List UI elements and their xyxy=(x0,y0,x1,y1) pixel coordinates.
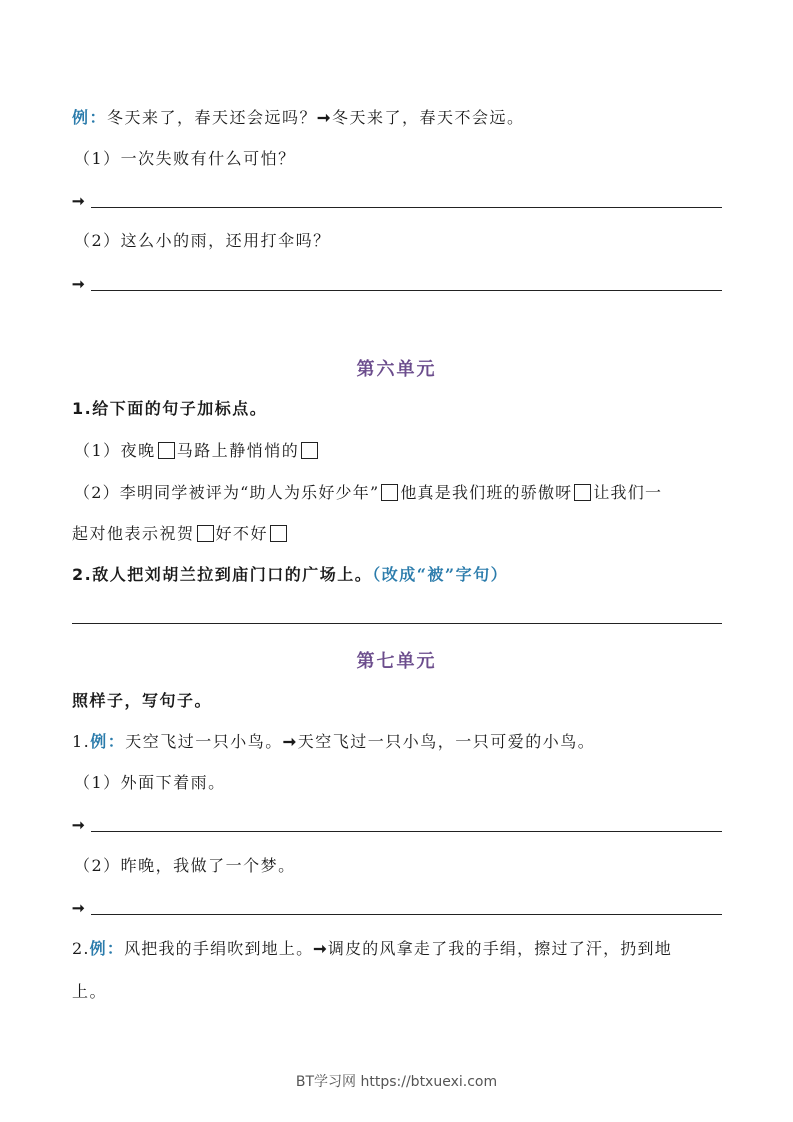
answer-line[interactable] xyxy=(72,897,722,919)
answer-underline xyxy=(91,207,722,208)
answer-line[interactable] xyxy=(72,190,722,212)
example-sentence-continued: 上。 xyxy=(72,982,108,1001)
unit-heading: 第七单元 xyxy=(356,651,437,672)
example-sentence: 1.例：天空飞过一只小鸟。➞天空飞过一只小鸟，一只可爱的小鸟。 xyxy=(72,732,596,751)
arrow-icon: ➞ xyxy=(313,939,328,958)
instruction-note: （改成“被”字句） xyxy=(372,565,509,584)
arrow-icon: ➞ xyxy=(72,192,85,210)
answer-underline xyxy=(91,290,722,291)
answer-line[interactable] xyxy=(72,273,722,295)
answer-line[interactable] xyxy=(72,814,722,836)
footer-watermark: BT学习网 https://btxuexi.com xyxy=(295,1074,498,1090)
punctuation-box[interactable] xyxy=(270,525,287,542)
unit-heading: 第六单元 xyxy=(356,359,437,380)
punctuation-box[interactable] xyxy=(381,484,398,501)
arrow-icon: ➞ xyxy=(317,108,332,127)
arrow-icon: ➞ xyxy=(72,816,85,834)
punctuation-box[interactable] xyxy=(301,442,318,459)
question-title: 1.给下面的句子加标点。 xyxy=(72,399,268,418)
question-item: （2）昨晚，我做了一个梦。 xyxy=(74,856,296,875)
question-item: （1）外面下着雨。 xyxy=(74,773,226,792)
question-item: （2）这么小的雨，还用打伞吗？ xyxy=(74,231,331,250)
question-item: （1）一次失败有什么可怕？ xyxy=(74,149,296,168)
instruction: 照样子，写句子。 xyxy=(72,691,213,710)
arrow-icon: ➞ xyxy=(72,275,85,293)
example-label: 例： xyxy=(90,732,126,751)
example-sentence: 2.例：风把我的手绢吹到地上。➞调皮的风拿走了我的手绢，擦过了汗，扔到地 xyxy=(72,939,672,958)
punctuation-item: （1）夜晚 马路上静悄悄的 xyxy=(74,440,320,462)
answer-underline[interactable] xyxy=(72,623,722,624)
example-label: 例： xyxy=(89,939,125,958)
example-sentence: 例：冬天来了，春天还会远吗？➞冬天来了，春天不会远。 xyxy=(72,108,525,127)
arrow-icon: ➞ xyxy=(72,899,85,917)
answer-underline xyxy=(91,831,722,832)
punctuation-item: （2）李明同学被评为“助人为乐好少年” 他真是我们班的骄傲呀 让我们一 xyxy=(74,483,663,502)
punctuation-box[interactable] xyxy=(197,525,214,542)
question-title: 2.敌人把刘胡兰拉到庙门口的广场上。（改成“被”字句） xyxy=(72,565,509,584)
arrow-icon: ➞ xyxy=(282,732,298,751)
example-label: 例： xyxy=(72,108,108,127)
answer-underline xyxy=(91,914,722,915)
punctuation-box[interactable] xyxy=(574,484,591,501)
punctuation-box[interactable] xyxy=(158,442,175,459)
punctuation-item-continued: 起对他表示祝贺 好不好 xyxy=(72,523,289,545)
